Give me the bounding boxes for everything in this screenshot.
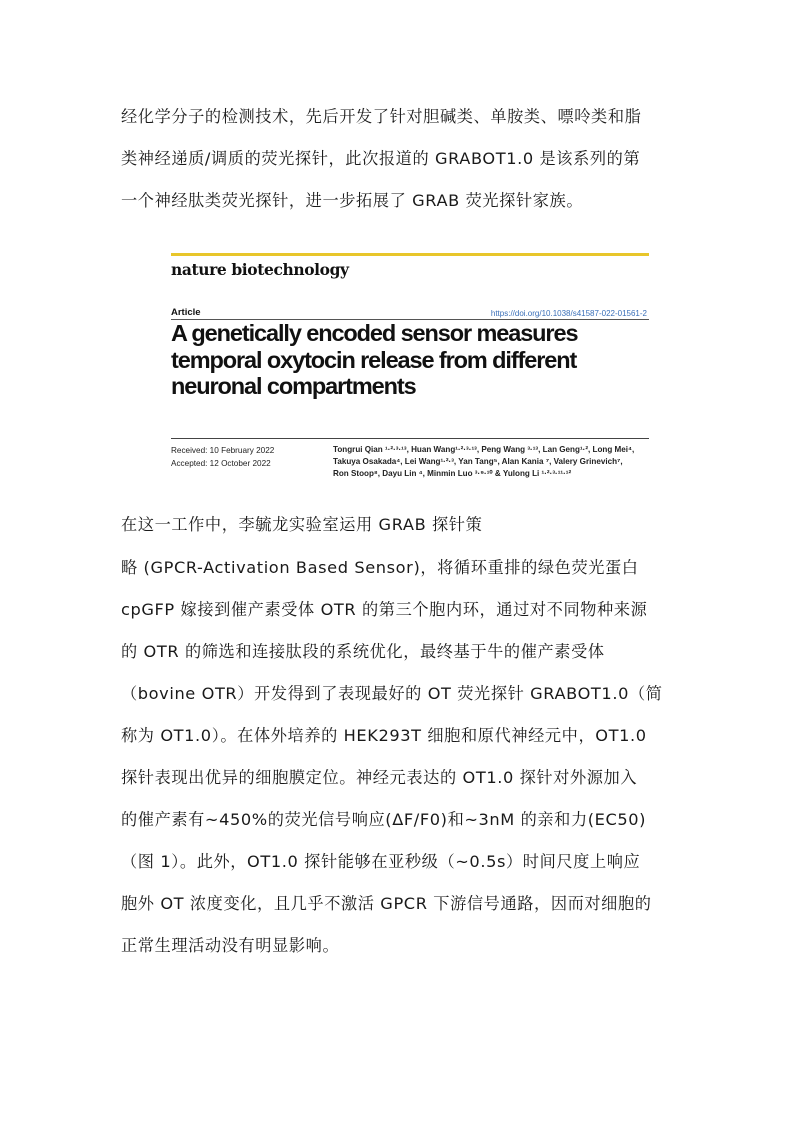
text-line: 经化学分子的检测技术，先后开发了针对胆碱类、单胺类、嘌呤类和脂 <box>121 107 642 126</box>
article-header-figure <box>146 246 649 486</box>
meta-divider <box>171 438 649 439</box>
text-line: 的催产素有~450%的荧光信号响应(ΔF/F0)和~3nM 的亲和力(EC50) <box>121 810 647 829</box>
article-title-line: neuronal compartments <box>171 373 416 399</box>
article-title-line: A genetically encoded sensor measures <box>171 320 578 346</box>
received-date: Received: 10 February 2022 <box>171 446 275 455</box>
article-type-label: Article <box>171 307 201 318</box>
text-line: 的 OTR 的筛选和连接肽段的系统优化，最终基于牛的催产素受体 <box>121 642 605 661</box>
text-line: 称为 OT1.0）。在体外培养的 HEK293T 细胞和原代神经元中，OT1.0 <box>121 726 647 745</box>
text-line: 探针表现出优异的细胞膜定位。神经元表达的 OT1.0 探针对外源加入 <box>121 768 638 787</box>
intro-paragraph <box>121 98 681 220</box>
main-paragraph <box>121 506 681 965</box>
article-title-line: temporal oxytocin release from different <box>171 346 577 373</box>
text-line: 略 (GPCR-Activation Based Sensor)，将循环重排的绿色荧光蛋白 <box>121 558 639 577</box>
text-line: （图 1）。此外，OT1.0 探针能够在亚秒级（~0.5s）时间尺度上响应 <box>121 852 641 871</box>
article-dates <box>171 444 274 470</box>
text-line: 胞外 OT 浓度变化，且几乎不激活 GPCR 下游信号通路，因而对细胞的 <box>121 894 652 913</box>
text-line: （bovine OTR）开发得到了表现最好的 OT 荧光探针 GRABOT1.0（简 <box>121 684 663 703</box>
text-line: 类神经递质/调质的荧光探针，此次报道的 GRABOT1.0 是该系列的第 <box>121 149 641 168</box>
author-line: Ron Stoop⁸, Dayu Lin ⁴, Minmin Luo ³·⁹·¹⁰ & Yulong Li ¹·²·³·¹¹·¹² <box>333 469 572 479</box>
text-line: cpGFP 嫁接到催产素受体 OTR 的第三个胞内环，通过对不同物种来源 <box>121 600 648 619</box>
author-line: Takuya Osakada⁴, Lei Wang¹·²·³, Yan Tang⁵, Alan Kania ⁷, Valery Grinevich⁷, <box>333 457 623 467</box>
text-line: 正常生理活动没有明显影响。 <box>121 936 340 955</box>
article-title <box>171 320 649 400</box>
author-line: Tongrui Qian ¹·²·³·¹³, Huan Wang¹·²·³·¹³, Peng Wang ³·¹³, Lan Geng¹·², Long Mei⁴, <box>333 445 635 454</box>
accepted-date: Accepted: 12 October 2022 <box>171 459 271 468</box>
journal-accent-rule <box>171 253 649 256</box>
journal-name: nature biotechnology <box>171 260 349 279</box>
text-line: 一个神经肽类荧光探针，进一步拓展了 GRAB 荧光探针家族。 <box>121 191 584 210</box>
doi-link[interactable]: https://doi.org/10.1038/s41587-022-01561-2 <box>490 309 647 318</box>
author-list <box>333 444 649 481</box>
text-line: 在这一工作中，李毓龙实验室运用 GRAB 探针策 <box>121 515 483 534</box>
